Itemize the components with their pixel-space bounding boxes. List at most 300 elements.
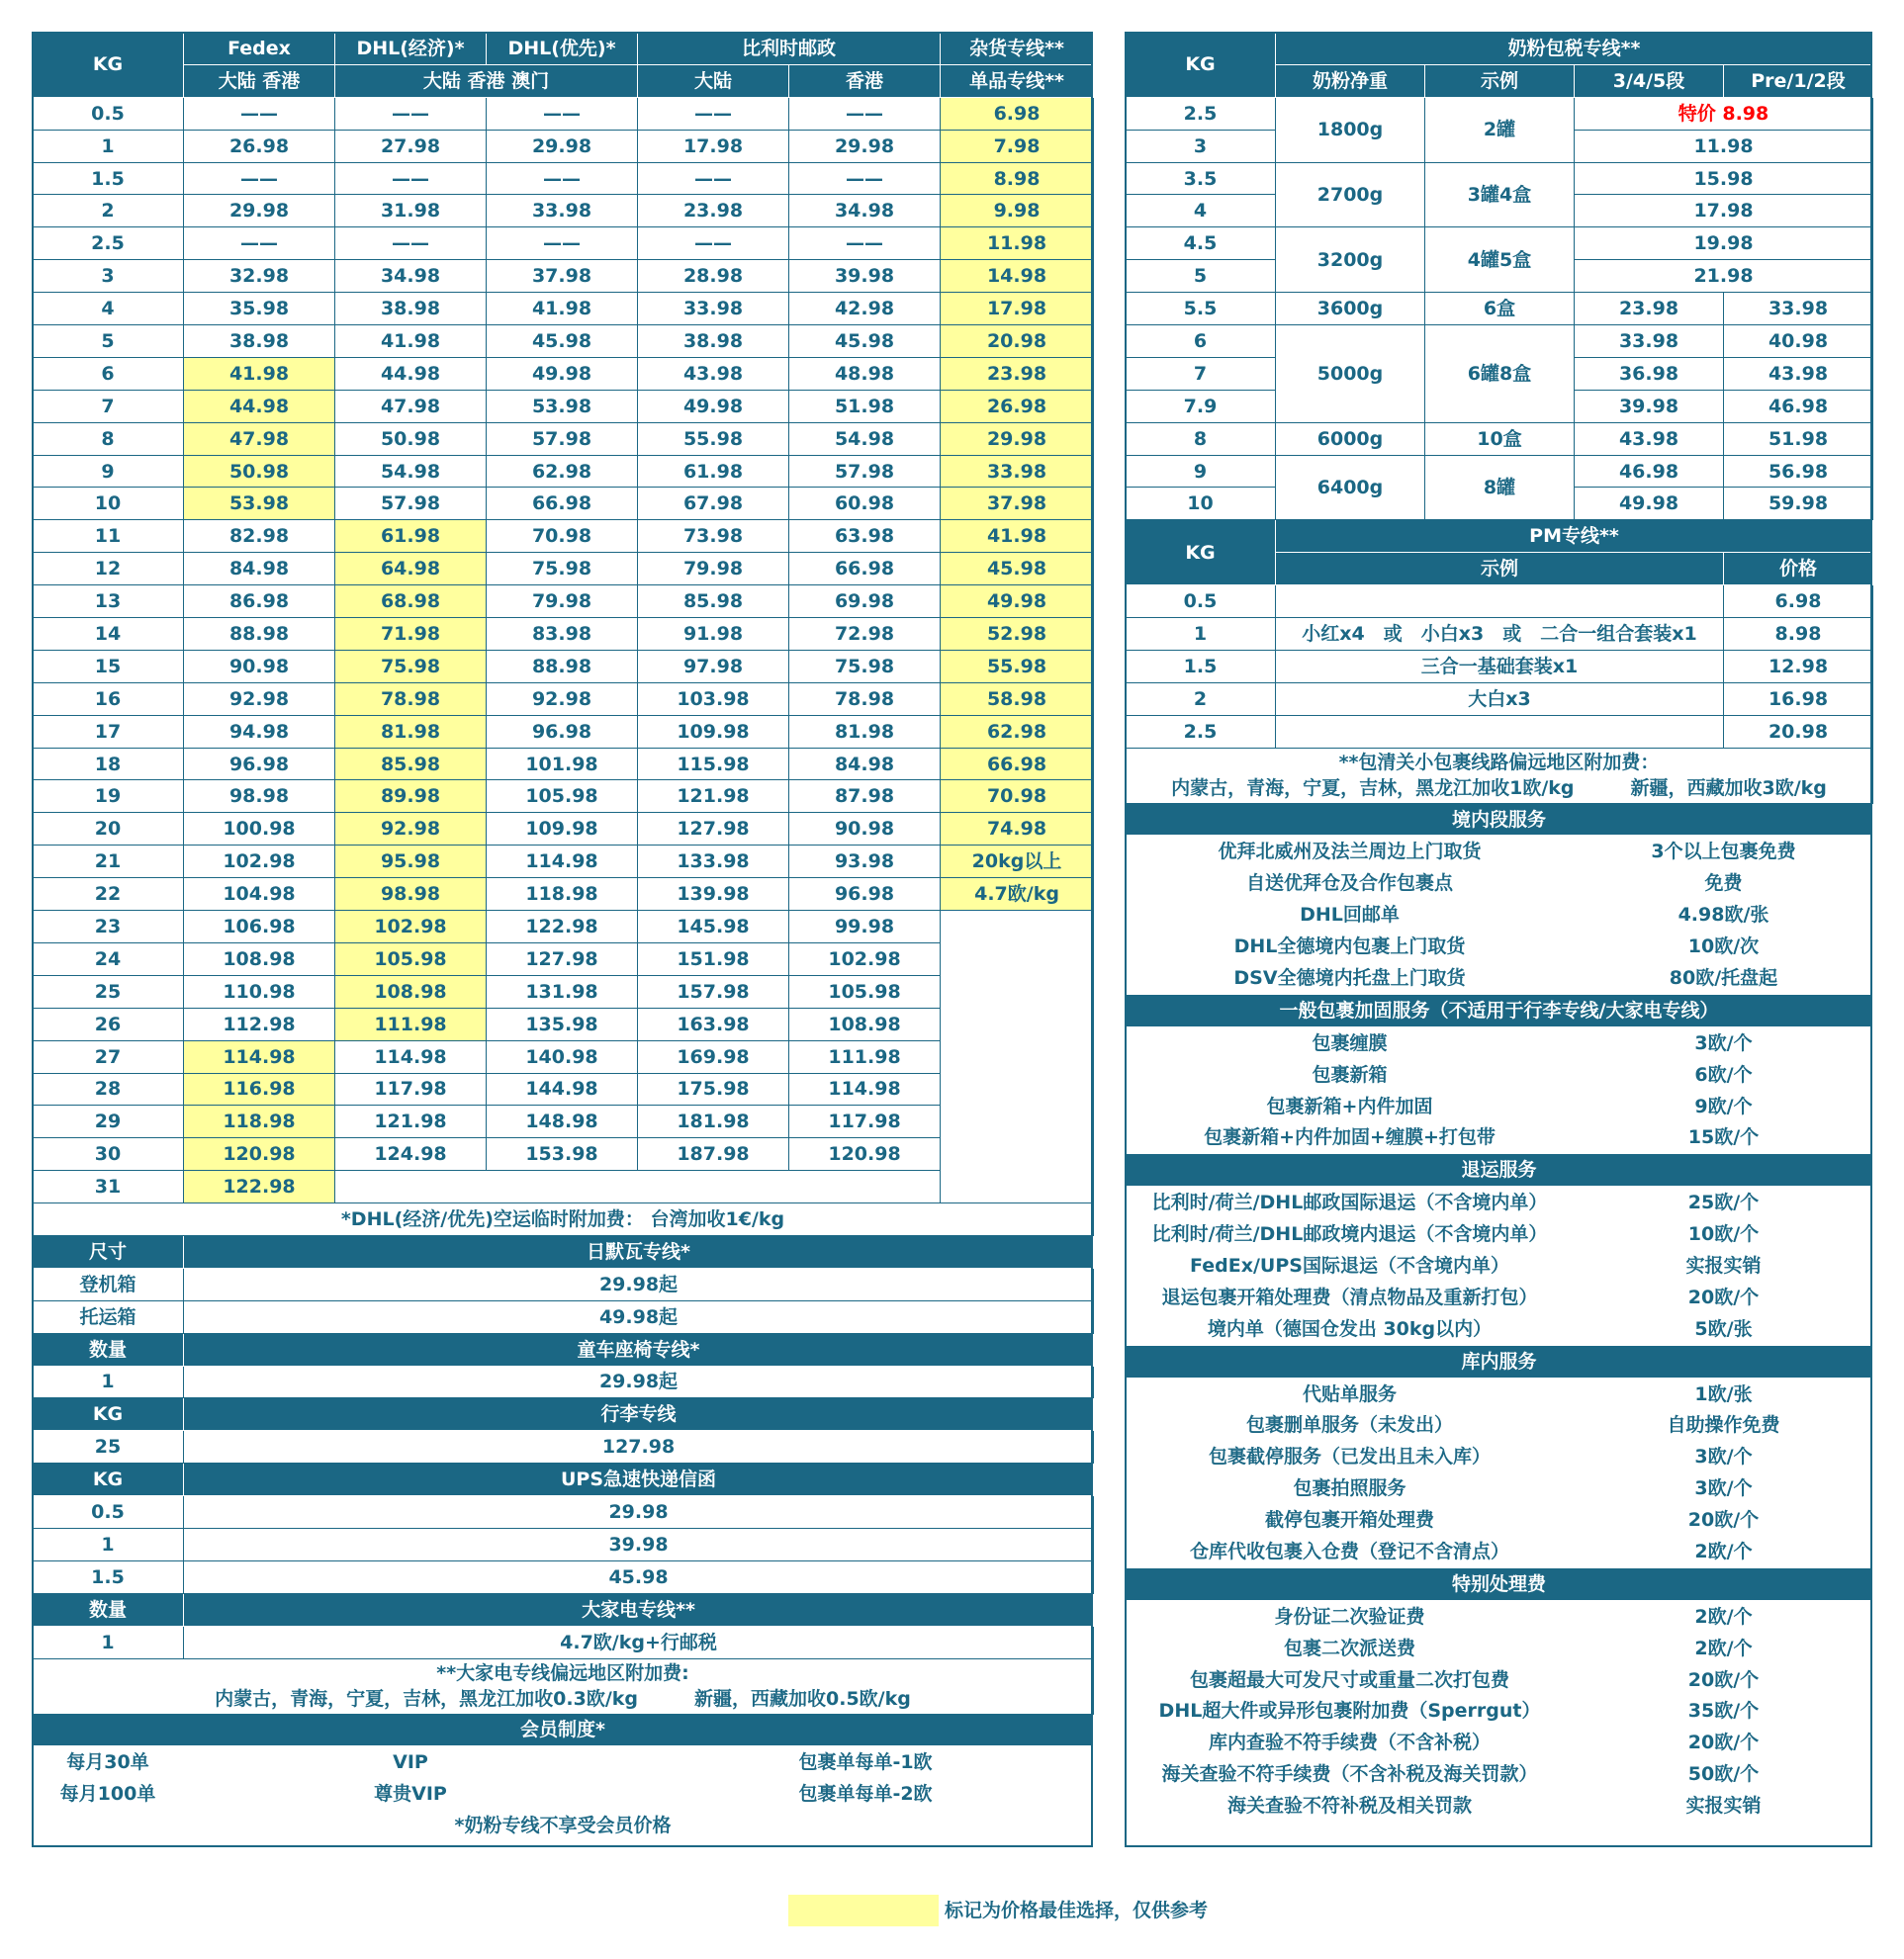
fedex-price: 26.98 bbox=[184, 130, 335, 162]
dhl-prio-price: 75.98 bbox=[487, 553, 638, 585]
dhl-surcharge-note: *DHL(经济/优先)空运临时附加费： 台湾加收1€/kg bbox=[33, 1203, 1094, 1236]
milk-pre12-price: 40.98 bbox=[1724, 325, 1873, 358]
bpost-hk-price: —— bbox=[789, 97, 941, 130]
bpost-cn-price: 97.98 bbox=[638, 650, 789, 682]
kg-cell: 19 bbox=[33, 780, 184, 813]
pm-price-header: 价格 bbox=[1724, 553, 1873, 585]
dhl-prio-price: 45.98 bbox=[487, 325, 638, 358]
service-name: 包裹新箱+内件加固+缠膜+打包带 bbox=[1204, 1126, 1496, 1149]
price-row bbox=[33, 618, 1094, 651]
kg-cell: 4 bbox=[33, 293, 184, 325]
service-row bbox=[1126, 867, 1873, 899]
service-name: DHL超大件或异形包裹附加费（Sperrgut） bbox=[1158, 1700, 1541, 1723]
geneva-label: 托运箱 bbox=[33, 1300, 184, 1333]
milk-row bbox=[1126, 293, 1873, 325]
service-fee: 80欧/托盘起 bbox=[1669, 966, 1778, 989]
appliance-note bbox=[33, 1658, 1094, 1714]
service-row bbox=[1126, 1504, 1873, 1536]
service-fee: 9欧/个 bbox=[1694, 1095, 1753, 1117]
dhl-prio-price: 148.98 bbox=[487, 1106, 638, 1138]
geneva-header-row bbox=[33, 1235, 1094, 1268]
bpost-hk-price: 117.98 bbox=[789, 1106, 941, 1138]
bpost-cn-price: 187.98 bbox=[638, 1138, 789, 1171]
service-row bbox=[1126, 931, 1873, 962]
price-row bbox=[33, 130, 1094, 162]
dhl-prio-price: 153.98 bbox=[487, 1138, 638, 1171]
milk-345-price: 23.98 bbox=[1575, 293, 1724, 325]
appliance-price: 4.7欧/kg+行邮税 bbox=[184, 1626, 1094, 1658]
fedex-price: 114.98 bbox=[184, 1040, 335, 1073]
dhl-econ-price: 64.98 bbox=[335, 553, 487, 585]
fedex-price: 96.98 bbox=[184, 748, 335, 780]
service-name: 比利时/荷兰/DHL邮政境内退运（不含境内单） bbox=[1151, 1223, 1548, 1246]
ups-title: UPS急速快递信函 bbox=[184, 1464, 1094, 1496]
bpost-cn-price: 17.98 bbox=[638, 130, 789, 162]
bpost-cn-price: —— bbox=[638, 162, 789, 195]
kg-cell: 12 bbox=[33, 553, 184, 585]
milk-example: 3罐4盒 bbox=[1425, 162, 1575, 227]
price-row bbox=[33, 97, 1094, 130]
pm-example: 小红x4 或 小白x3 或 二合一组合套装x1 bbox=[1276, 618, 1724, 651]
milk-row bbox=[1126, 227, 1873, 260]
milk-pre12-price: 33.98 bbox=[1724, 293, 1873, 325]
fedex-price: 44.98 bbox=[184, 390, 335, 422]
milk-345-price: 36.98 bbox=[1575, 357, 1724, 390]
fedex-subheader: 大陆 香港 bbox=[184, 64, 335, 97]
bpost-hk-price: 111.98 bbox=[789, 1040, 941, 1073]
misc-subheader: 单品专线** bbox=[941, 64, 1094, 97]
service-section-title: 库内服务 bbox=[1126, 1345, 1873, 1378]
service-fee: 20欧/个 bbox=[1687, 1509, 1760, 1532]
service-row bbox=[1126, 899, 1873, 931]
dhl-prio-price: 101.98 bbox=[487, 748, 638, 780]
bpost-hk-price: 60.98 bbox=[789, 488, 941, 520]
bpost-cn-price: 157.98 bbox=[638, 975, 789, 1008]
geneva-left-header: 尺寸 bbox=[33, 1235, 184, 1268]
ups-row bbox=[33, 1496, 1094, 1529]
dhl-econ-price: 34.98 bbox=[335, 260, 487, 293]
member-row bbox=[33, 1778, 1094, 1810]
kg-cell: 11 bbox=[33, 520, 184, 553]
milk-345-price: 39.98 bbox=[1575, 390, 1724, 422]
member-level: 尊贵VIP bbox=[374, 1783, 447, 1806]
kg-cell: 24 bbox=[33, 942, 184, 975]
milk-kg-cell: 6 bbox=[1126, 325, 1276, 358]
milk-example: 10盒 bbox=[1425, 422, 1575, 455]
service-name: 仓库代收包裹入仓费（登记不含清点） bbox=[1189, 1541, 1509, 1563]
stroller-header-row bbox=[33, 1333, 1094, 1366]
pm-title: PM专线** bbox=[1276, 520, 1873, 553]
bpost-hk-price: 42.98 bbox=[789, 293, 941, 325]
dhl-econ-price: 31.98 bbox=[335, 195, 487, 227]
dhl-subheader: 大陆 香港 澳门 bbox=[335, 64, 638, 97]
service-row bbox=[1126, 1600, 1873, 1632]
misc-price: 37.98 bbox=[941, 488, 1094, 520]
fedex-price: 47.98 bbox=[184, 422, 335, 455]
price-row bbox=[33, 585, 1094, 618]
price-row bbox=[33, 942, 1094, 975]
price-row bbox=[33, 520, 1094, 553]
milk-kg-cell: 7.9 bbox=[1126, 390, 1276, 422]
service-fee: 5欧/张 bbox=[1694, 1317, 1753, 1340]
member-discount: 包裹单每单-1欧 bbox=[798, 1751, 933, 1774]
milk-345-header: 3/4/5段 bbox=[1575, 64, 1724, 97]
price-row bbox=[33, 227, 1094, 260]
milk-kg-cell: 7 bbox=[1126, 357, 1276, 390]
bpost-cn-price: 139.98 bbox=[638, 878, 789, 911]
dhl-econ-price: 108.98 bbox=[335, 975, 487, 1008]
service-name: 退运包裹开箱处理费（清点物品及重新打包） bbox=[1161, 1286, 1538, 1308]
milk-price: 特价 8.98 bbox=[1575, 97, 1873, 130]
kg-cell: 8 bbox=[33, 422, 184, 455]
dhl-prio-price: 122.98 bbox=[487, 911, 638, 943]
bpost-cn-price: 169.98 bbox=[638, 1040, 789, 1073]
dhl-prio-price: 96.98 bbox=[487, 715, 638, 748]
stroller-title: 童车座椅专线* bbox=[184, 1333, 1094, 1366]
kg-cell: 31 bbox=[33, 1171, 184, 1203]
kg-cell: 18 bbox=[33, 748, 184, 780]
dhl-econ-price: 117.98 bbox=[335, 1073, 487, 1106]
kg-cell: 6 bbox=[33, 357, 184, 390]
milk-345-price: 49.98 bbox=[1575, 488, 1724, 520]
pm-row bbox=[1126, 715, 1873, 748]
service-fee: 10欧/个 bbox=[1687, 1223, 1760, 1246]
kg-cell: 10 bbox=[33, 488, 184, 520]
milk-example: 8罐 bbox=[1425, 455, 1575, 520]
milk-kg-cell: 3.5 bbox=[1126, 162, 1276, 195]
bpost-cn-price: 109.98 bbox=[638, 715, 789, 748]
service-name: 截停包裹开箱处理费 bbox=[1264, 1509, 1434, 1532]
service-row bbox=[1126, 1026, 1873, 1058]
bpost-cn-subheader: 大陆 bbox=[638, 64, 789, 97]
member-level: VIP bbox=[393, 1751, 428, 1774]
member-requirement: 每月30单 bbox=[66, 1751, 149, 1774]
milk-row bbox=[1126, 97, 1873, 130]
price-row bbox=[33, 357, 1094, 390]
pm-note-line1: **包清关小包裹线路偏远地区附加费： bbox=[1338, 752, 1660, 774]
bpost-cn-price: 127.98 bbox=[638, 813, 789, 846]
misc-price: 8.98 bbox=[941, 162, 1094, 195]
fedex-price: 94.98 bbox=[184, 715, 335, 748]
milk-weight: 1800g bbox=[1276, 97, 1425, 162]
fedex-price: 118.98 bbox=[184, 1106, 335, 1138]
dhl-econ-price: 54.98 bbox=[335, 455, 487, 488]
kg-cell: 1 bbox=[33, 130, 184, 162]
dhl-prio-price: —— bbox=[487, 162, 638, 195]
geneva-price: 49.98起 bbox=[184, 1300, 1094, 1333]
service-row bbox=[1126, 1091, 1873, 1122]
dhl-prio-price: 83.98 bbox=[487, 618, 638, 651]
appliance-note-row bbox=[33, 1658, 1094, 1714]
fedex-price: 53.98 bbox=[184, 488, 335, 520]
pm-kg-header: KG bbox=[1126, 520, 1276, 585]
bpost-cn-price: 73.98 bbox=[638, 520, 789, 553]
blank-cell bbox=[941, 911, 1094, 1203]
service-row bbox=[1126, 1282, 1873, 1313]
service-row bbox=[1126, 1218, 1873, 1250]
stroller-row bbox=[33, 1366, 1094, 1398]
service-fee: 20欧/个 bbox=[1687, 1732, 1760, 1754]
ups-header-row bbox=[33, 1464, 1094, 1496]
service-section-title: 特别处理费 bbox=[1126, 1567, 1873, 1600]
pm-kg-cell: 1.5 bbox=[1126, 650, 1276, 682]
kg-cell: 20 bbox=[33, 813, 184, 846]
geneva-price: 29.98起 bbox=[184, 1268, 1094, 1300]
service-fee: 2欧/个 bbox=[1694, 1541, 1753, 1563]
dhl-prio-price: 29.98 bbox=[487, 130, 638, 162]
bpost-hk-subheader: 香港 bbox=[789, 64, 941, 97]
fedex-price: 92.98 bbox=[184, 682, 335, 715]
misc-price: 23.98 bbox=[941, 357, 1094, 390]
milk-pre12-price: 59.98 bbox=[1724, 488, 1873, 520]
dhl-econ-price: —— bbox=[335, 227, 487, 260]
fedex-price: 88.98 bbox=[184, 618, 335, 651]
bpost-cn-price: 103.98 bbox=[638, 682, 789, 715]
kg-cell: 23 bbox=[33, 911, 184, 943]
bpost-cn-price: 151.98 bbox=[638, 942, 789, 975]
milk-weight: 6400g bbox=[1276, 455, 1425, 520]
misc-price: 14.98 bbox=[941, 260, 1094, 293]
milk-kg-cell: 10 bbox=[1126, 488, 1276, 520]
price-row bbox=[33, 650, 1094, 682]
dhl-econ-price: 114.98 bbox=[335, 1040, 487, 1073]
pm-example bbox=[1276, 715, 1724, 748]
milk-example: 4罐5盒 bbox=[1425, 227, 1575, 293]
milk-weight: 2700g bbox=[1276, 162, 1425, 227]
dhl-econ-price: 78.98 bbox=[335, 682, 487, 715]
bpost-hk-price: 102.98 bbox=[789, 942, 941, 975]
dhl-econ-price: 81.98 bbox=[335, 715, 487, 748]
misc-header: 杂货专线** bbox=[941, 33, 1094, 65]
service-name: DHL全德境内包裹上门取货 bbox=[1233, 935, 1466, 958]
misc-price: 55.98 bbox=[941, 650, 1094, 682]
geneva-title: 日默瓦专线* bbox=[184, 1235, 1094, 1268]
dhl-econ-price: 92.98 bbox=[335, 813, 487, 846]
service-name: 包裹缠膜 bbox=[1312, 1031, 1388, 1054]
pm-row bbox=[1126, 682, 1873, 715]
service-fee: 2欧/个 bbox=[1694, 1605, 1753, 1628]
bpost-hk-price: 96.98 bbox=[789, 878, 941, 911]
service-row bbox=[1126, 1378, 1873, 1409]
kg-cell: 0.5 bbox=[33, 97, 184, 130]
misc-price: 33.98 bbox=[941, 455, 1094, 488]
price-row bbox=[33, 682, 1094, 715]
bpost-cn-price: —— bbox=[638, 227, 789, 260]
pm-price: 16.98 bbox=[1724, 682, 1873, 715]
price-row bbox=[33, 846, 1094, 878]
kg-cell: 30 bbox=[33, 1138, 184, 1171]
milk-weight: 3600g bbox=[1276, 293, 1425, 325]
kg-cell: 13 bbox=[33, 585, 184, 618]
price-row bbox=[33, 1171, 1094, 1203]
milk-kg-header: KG bbox=[1126, 33, 1276, 98]
bpost-cn-price: 163.98 bbox=[638, 1008, 789, 1040]
kg-cell: 15 bbox=[33, 650, 184, 682]
dhl-econ-price: 121.98 bbox=[335, 1106, 487, 1138]
misc-price: 4.7欧/kg bbox=[941, 878, 1094, 911]
bpost-hk-price: 51.98 bbox=[789, 390, 941, 422]
service-name: 境内单（德国仓发出 30kg以内） bbox=[1207, 1317, 1493, 1340]
service-row bbox=[1126, 1313, 1873, 1345]
service-section-title: 境内段服务 bbox=[1126, 803, 1873, 836]
bpost-hk-price: 72.98 bbox=[789, 618, 941, 651]
ups-price: 29.98 bbox=[184, 1496, 1094, 1529]
kg-cell: 3 bbox=[33, 260, 184, 293]
price-row bbox=[33, 293, 1094, 325]
service-name: DSV全德境内托盘上门取货 bbox=[1233, 966, 1466, 989]
milk-header-row bbox=[1126, 33, 1873, 65]
service-name: 代贴单服务 bbox=[1302, 1382, 1397, 1405]
price-row bbox=[33, 780, 1094, 813]
misc-price: 58.98 bbox=[941, 682, 1094, 715]
misc-price: 62.98 bbox=[941, 715, 1094, 748]
misc-price: 7.98 bbox=[941, 130, 1094, 162]
milk-price: 15.98 bbox=[1575, 162, 1873, 195]
service-row bbox=[1126, 1536, 1873, 1567]
right-service-table bbox=[1125, 32, 1873, 1822]
fedex-price: 29.98 bbox=[184, 195, 335, 227]
service-fee: 6欧/个 bbox=[1694, 1063, 1753, 1086]
bpost-hk-price: 75.98 bbox=[789, 650, 941, 682]
kg-cell: 27 bbox=[33, 1040, 184, 1073]
bpost-cn-price: 49.98 bbox=[638, 390, 789, 422]
bpost-cn-price: 23.98 bbox=[638, 195, 789, 227]
fedex-price: 110.98 bbox=[184, 975, 335, 1008]
kg-cell: 28 bbox=[33, 1073, 184, 1106]
pm-price: 20.98 bbox=[1724, 715, 1873, 748]
misc-price: 20kg以上 bbox=[941, 846, 1094, 878]
fedex-price: 122.98 bbox=[184, 1171, 335, 1203]
bpost-hk-price: 81.98 bbox=[789, 715, 941, 748]
member-note: *奶粉专线不享受会员价格 bbox=[454, 1815, 672, 1837]
service-name: DHL回邮单 bbox=[1300, 904, 1400, 927]
dhl-econ-price: —— bbox=[335, 162, 487, 195]
bpost-cn-price: 61.98 bbox=[638, 455, 789, 488]
service-name: 自送优拜仓及合作包裹点 bbox=[1245, 872, 1453, 895]
ups-label: 1 bbox=[33, 1528, 184, 1560]
dhl-econ-price: 95.98 bbox=[335, 846, 487, 878]
fedex-price: 82.98 bbox=[184, 520, 335, 553]
fedex-price: 84.98 bbox=[184, 553, 335, 585]
kg-cell: 14 bbox=[33, 618, 184, 651]
appliance-left-header: 数量 bbox=[33, 1593, 184, 1626]
price-row bbox=[33, 911, 1094, 943]
header-row bbox=[33, 33, 1094, 65]
price-row bbox=[33, 195, 1094, 227]
service-section-header bbox=[1126, 1154, 1873, 1187]
milk-kg-cell: 4 bbox=[1126, 195, 1276, 227]
service-name: 包裹二次派送费 bbox=[1283, 1637, 1415, 1659]
service-name: 身份证二次验证费 bbox=[1274, 1605, 1425, 1628]
dhl-econ-price: 89.98 bbox=[335, 780, 487, 813]
bpost-cn-price: —— bbox=[638, 97, 789, 130]
dhl-prio-price: 79.98 bbox=[487, 585, 638, 618]
dhl-econ-header: DHL(经济)* bbox=[335, 33, 487, 65]
dhl-prio-price: 53.98 bbox=[487, 390, 638, 422]
pm-kg-cell: 1 bbox=[1126, 618, 1276, 651]
service-name: 优拜北威州及法兰周边上门取货 bbox=[1218, 841, 1482, 863]
kg-cell: 25 bbox=[33, 975, 184, 1008]
misc-price: 26.98 bbox=[941, 390, 1094, 422]
dhl-econ-price: 41.98 bbox=[335, 325, 487, 358]
member-title: 会员制度* bbox=[33, 1714, 1094, 1746]
fedex-price: —— bbox=[184, 227, 335, 260]
milk-weight-header: 奶粉净重 bbox=[1276, 64, 1425, 97]
service-row bbox=[1126, 1790, 1873, 1822]
service-fee: 3欧/个 bbox=[1694, 1031, 1753, 1054]
misc-price: 29.98 bbox=[941, 422, 1094, 455]
misc-price: 66.98 bbox=[941, 748, 1094, 780]
service-fee: 3欧/个 bbox=[1694, 1477, 1753, 1500]
bpost-hk-price: 29.98 bbox=[789, 130, 941, 162]
service-name: 包裹拍照服务 bbox=[1293, 1477, 1406, 1500]
dhl-econ-price: 47.98 bbox=[335, 390, 487, 422]
milk-weight: 3200g bbox=[1276, 227, 1425, 293]
appliance-row bbox=[33, 1626, 1094, 1658]
milk-example: 2罐 bbox=[1425, 97, 1575, 162]
milk-pre12-price: 51.98 bbox=[1724, 422, 1873, 455]
milk-kg-cell: 5 bbox=[1126, 260, 1276, 293]
dhl-prio-price: 57.98 bbox=[487, 422, 638, 455]
misc-price: 6.98 bbox=[941, 97, 1094, 130]
dhl-prio-price: 33.98 bbox=[487, 195, 638, 227]
member-requirement: 每月100单 bbox=[59, 1783, 156, 1806]
misc-price: 74.98 bbox=[941, 813, 1094, 846]
bpost-hk-price: 108.98 bbox=[789, 1008, 941, 1040]
dhl-prio-price: 66.98 bbox=[487, 488, 638, 520]
dhl-prio-price: 92.98 bbox=[487, 682, 638, 715]
pm-price: 8.98 bbox=[1724, 618, 1873, 651]
luggage-header-row bbox=[33, 1398, 1094, 1431]
fedex-price: 100.98 bbox=[184, 813, 335, 846]
bpost-hk-price: 84.98 bbox=[789, 748, 941, 780]
service-section-header bbox=[1126, 1567, 1873, 1600]
pm-price: 12.98 bbox=[1724, 650, 1873, 682]
service-fee: 4.98欧/张 bbox=[1677, 904, 1769, 927]
milk-pre12-price: 46.98 bbox=[1724, 390, 1873, 422]
stroller-price: 29.98起 bbox=[184, 1366, 1094, 1398]
bpost-hk-price: 34.98 bbox=[789, 195, 941, 227]
service-fee: 20欧/个 bbox=[1687, 1668, 1760, 1691]
milk-price: 11.98 bbox=[1575, 130, 1873, 162]
service-fee: 15欧/个 bbox=[1687, 1126, 1760, 1149]
price-row bbox=[33, 455, 1094, 488]
bpost-hk-price: 57.98 bbox=[789, 455, 941, 488]
fedex-price: 120.98 bbox=[184, 1138, 335, 1171]
misc-price: 9.98 bbox=[941, 195, 1094, 227]
service-fee: 20欧/个 bbox=[1687, 1286, 1760, 1308]
milk-kg-cell: 2.5 bbox=[1126, 97, 1276, 130]
pm-example bbox=[1276, 585, 1724, 618]
service-row bbox=[1126, 1059, 1873, 1091]
stroller-label: 1 bbox=[33, 1366, 184, 1398]
service-row bbox=[1126, 1122, 1873, 1154]
milk-price: 17.98 bbox=[1575, 195, 1873, 227]
luggage-label: 25 bbox=[33, 1431, 184, 1464]
kg-cell: 7 bbox=[33, 390, 184, 422]
appliance-header-row bbox=[33, 1593, 1094, 1626]
blank-cell bbox=[335, 1171, 1094, 1203]
service-row bbox=[1126, 1472, 1873, 1504]
bpost-cn-price: 121.98 bbox=[638, 780, 789, 813]
service-name: 包裹删单服务（未发出） bbox=[1245, 1414, 1453, 1437]
milk-weight: 6000g bbox=[1276, 422, 1425, 455]
milk-kg-cell: 3 bbox=[1126, 130, 1276, 162]
service-fee: 3欧/个 bbox=[1694, 1446, 1753, 1469]
fedex-price: 98.98 bbox=[184, 780, 335, 813]
service-fee: 实报实销 bbox=[1685, 1255, 1762, 1277]
appliance-note-line2: 内蒙古，青海，宁夏，吉林，黑龙江加收0.3欧/kg 新疆，西藏加收0.5欧/kg bbox=[215, 1688, 911, 1711]
